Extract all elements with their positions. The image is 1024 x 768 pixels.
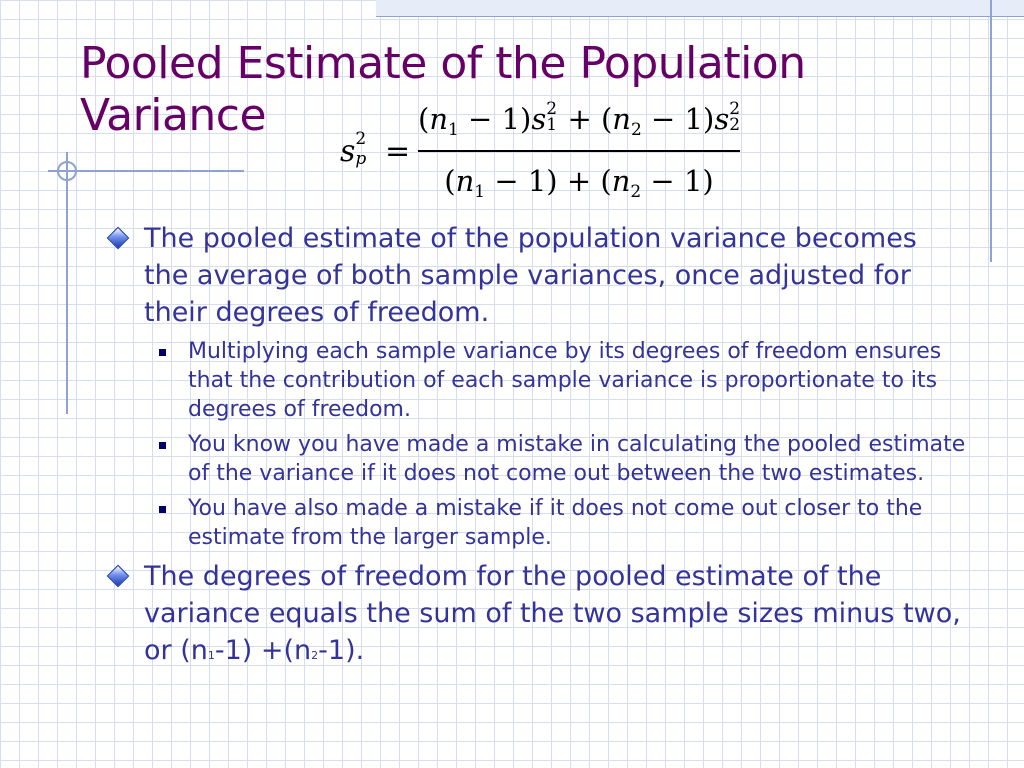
- sub-bullet-item: [108, 430, 968, 488]
- den-minus-1: − 1) + (: [485, 164, 612, 198]
- num-s2-sup: 2: [729, 99, 741, 119]
- square-bullet-icon: [159, 349, 166, 356]
- sub-bullet-text: You know you have made a mistake in calculating the pooled estimate of the variance if it does not come out between the two estimates.: [188, 432, 966, 486]
- left-decor-line: [66, 152, 68, 414]
- formula-denominator: [418, 164, 740, 202]
- horizontal-decor-line: [48, 170, 244, 172]
- bullet-subscript-2: 2: [311, 649, 319, 662]
- num-s1-sub: 1: [546, 115, 558, 135]
- decor-circle: [57, 161, 77, 181]
- square-bullet-icon: [159, 506, 166, 513]
- square-bullet-icon: [159, 442, 166, 449]
- num-n1-sub: 1: [448, 120, 459, 140]
- bullet-text: The pooled estimate of the population variance becomes the average of both sample variances, once adjusted for their degrees of freedom.: [144, 223, 917, 328]
- num-n2-sub: 2: [630, 120, 642, 140]
- fraction-bar: [418, 150, 740, 152]
- num-open-paren: (: [418, 102, 430, 136]
- num-minus-1: − 1): [458, 102, 532, 136]
- den-n2-sub: 2: [630, 182, 642, 202]
- bullet-subscript-1: 1: [207, 649, 215, 662]
- top-right-decor-block: [376, 0, 1024, 17]
- bullet-text: The degrees of freedom for the pooled estimate of the variance equals the sum of the two sample sizes minus two, or (n: [144, 561, 961, 666]
- formula-s-symbol: s: [340, 134, 356, 169]
- num-n1: n: [429, 102, 449, 136]
- bullet-item: [108, 558, 968, 674]
- den-n2: n: [611, 164, 631, 198]
- right-decor-line: [990, 0, 992, 262]
- num-n2: n: [612, 102, 631, 136]
- num-s2-sub: 2: [729, 115, 741, 135]
- formula-numerator: [418, 99, 741, 140]
- formula-lhs: [340, 129, 411, 169]
- bullet-text-mid: -1) +(n: [214, 635, 312, 666]
- formula-equals: =: [384, 134, 411, 169]
- num-s1: s: [531, 102, 547, 136]
- bullet-item: [108, 220, 968, 331]
- sub-bullet-item: [108, 337, 968, 424]
- den-minus-2: − 1): [641, 164, 714, 198]
- formula-lhs-sup: 2: [355, 129, 367, 149]
- sub-bullet-text: Multiplying each sample variance by its degrees of freedom ensures that the contribution of each sample variance is proportionate to its degrees of freedom.: [188, 339, 942, 422]
- den-n1-sub: 1: [474, 182, 486, 202]
- sub-bullet-text: You have also made a mistake if it does not come out closer to the estimate from the larger sample.: [188, 496, 923, 550]
- num-minus-2: − 1): [641, 102, 715, 136]
- bullet-text-end: -1).: [318, 635, 365, 666]
- num-s1-sup: 2: [546, 99, 558, 119]
- num-plus: + (: [558, 102, 613, 136]
- den-n1: n: [455, 164, 475, 198]
- formula-lhs-sub: p: [355, 149, 367, 169]
- title-line-2: Variance: [80, 90, 267, 141]
- num-s2: s: [714, 102, 730, 136]
- title-line-1: Pooled Estimate of the Population: [80, 38, 806, 89]
- diamond-bullet-icon: [107, 565, 130, 588]
- slide-body: [108, 220, 968, 680]
- sub-bullet-item: [108, 494, 968, 552]
- diamond-bullet-icon: [107, 227, 130, 250]
- den-open-paren: (: [444, 164, 456, 198]
